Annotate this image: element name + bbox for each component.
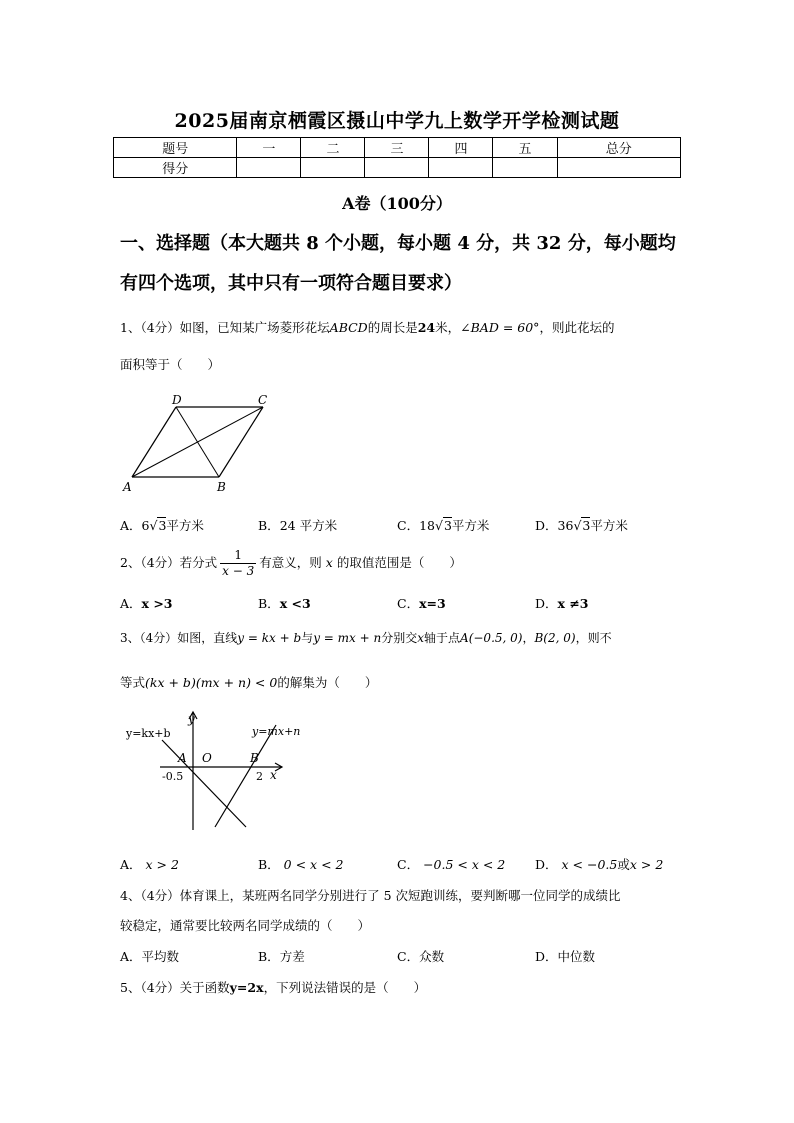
point-label-a: A bbox=[178, 751, 187, 765]
question-1-line1 bbox=[120, 318, 614, 336]
vertex-label-c: C bbox=[258, 393, 268, 407]
math-expression: y = kx + b bbox=[237, 631, 302, 645]
point-label-b: B bbox=[250, 751, 259, 765]
score-table-header-row bbox=[114, 138, 681, 158]
option-label: A． bbox=[120, 857, 142, 872]
question-text: 的解集为（ ） bbox=[277, 675, 378, 690]
option-text: x <3 bbox=[279, 596, 311, 611]
question-number: 4、 bbox=[120, 888, 141, 903]
question-score: （4分） bbox=[139, 631, 178, 645]
option-label: C． bbox=[397, 857, 420, 872]
question-number: 3、 bbox=[120, 631, 140, 645]
option-label: D． bbox=[535, 518, 558, 533]
option-label: B． bbox=[258, 949, 280, 964]
option-root: 3 bbox=[158, 518, 167, 533]
rhombus-figure bbox=[118, 390, 278, 498]
option-text: x > 2 bbox=[145, 857, 179, 872]
option-label: D． bbox=[535, 949, 558, 964]
score-table-cell: 总分 bbox=[557, 138, 681, 158]
question-text: 有意义，则 bbox=[259, 555, 322, 570]
vertex-label-b: B bbox=[217, 480, 226, 494]
option-label: D． bbox=[535, 857, 558, 872]
option-text: 或 bbox=[617, 857, 630, 872]
math-expression: A(−0.5, 0) bbox=[460, 631, 523, 645]
rhombus-diagonal bbox=[176, 407, 219, 477]
option-b[interactable] bbox=[258, 855, 343, 873]
tick-label-neg: -0.5 bbox=[162, 770, 184, 783]
option-label: B． bbox=[258, 857, 280, 872]
math-expression: ∠BAD = 60° bbox=[460, 320, 540, 335]
question-5-line1 bbox=[120, 978, 426, 996]
score-input-cell bbox=[365, 158, 429, 178]
score-input-cell bbox=[237, 158, 301, 178]
rhombus-edge bbox=[219, 407, 263, 477]
option-text: 方差 bbox=[279, 949, 305, 964]
score-input-cell bbox=[493, 158, 557, 178]
option-root: 3 bbox=[582, 518, 591, 533]
math-var: x bbox=[417, 631, 425, 645]
score-input-cell bbox=[429, 158, 493, 178]
score-table-cell: 二 bbox=[301, 138, 365, 158]
option-text: 平均数 bbox=[141, 949, 180, 964]
option-a[interactable] bbox=[120, 855, 179, 873]
fraction bbox=[220, 548, 256, 579]
question-text: 的取值范围是（ ） bbox=[336, 555, 462, 570]
question-text: ，则此花坛的 bbox=[539, 320, 615, 335]
math-expression: (kx + b)(mx + n) < 0 bbox=[145, 675, 278, 690]
option-a[interactable]: A．6√3平方米 bbox=[120, 518, 204, 533]
question-text: 的周长是 bbox=[367, 320, 418, 335]
option-label: C． bbox=[397, 596, 420, 611]
question-text: 等式 bbox=[120, 675, 146, 690]
question-score: （4分） bbox=[140, 555, 180, 570]
tick-label-two: 2 bbox=[256, 770, 263, 783]
score-table-score-row bbox=[114, 158, 681, 178]
option-c[interactable]: C．18√3平方米 bbox=[397, 518, 490, 533]
option-text: x ≠3 bbox=[557, 596, 589, 611]
question-3-line2 bbox=[120, 673, 377, 691]
question-score: （4分） bbox=[140, 980, 180, 995]
question-4-line1 bbox=[120, 886, 621, 904]
exam-title: 2025届南京栖霞区摄山中学九上数学开学检测试题 bbox=[174, 110, 620, 132]
question-text: 体育课上，某班两名同学分别进行了 5 次短跑训练，要判断哪一位同学的成绩比 bbox=[179, 888, 621, 903]
line-label-kx-b: y=kx+b bbox=[126, 727, 171, 740]
score-table-cell: 四 bbox=[429, 138, 493, 158]
math-var: x bbox=[325, 555, 333, 570]
question-1-line2: 面积等于（ ） bbox=[120, 357, 221, 372]
option-label: C． bbox=[397, 949, 420, 964]
option-c[interactable] bbox=[397, 947, 444, 965]
math-var: ABCD bbox=[329, 320, 368, 335]
option-b[interactable] bbox=[258, 594, 311, 612]
question-1-options bbox=[120, 516, 680, 536]
option-text: x >3 bbox=[141, 596, 173, 611]
option-d[interactable] bbox=[535, 947, 595, 965]
option-coef: 36 bbox=[557, 518, 574, 533]
option-b[interactable] bbox=[258, 947, 305, 965]
question-text: ， bbox=[522, 631, 535, 645]
score-table-cell: 一 bbox=[237, 138, 301, 158]
option-text: 中位数 bbox=[557, 949, 596, 964]
option-text: 24 平方米 bbox=[279, 518, 338, 533]
option-label: A． bbox=[120, 949, 142, 964]
option-text: 0 < x < 2 bbox=[283, 857, 344, 872]
option-label: B． bbox=[258, 518, 280, 533]
x-axis-label: x bbox=[270, 768, 277, 782]
option-text: −0.5 < x < 2 bbox=[423, 857, 506, 872]
option-unit: 平方米 bbox=[166, 518, 204, 533]
option-b[interactable] bbox=[258, 516, 337, 534]
option-text: x < −0.5 bbox=[561, 857, 618, 872]
question-score: （4分） bbox=[140, 320, 180, 335]
question-text: 如图，直线 bbox=[177, 631, 238, 645]
math-expression: B(2, 0) bbox=[534, 631, 576, 645]
option-d[interactable] bbox=[535, 855, 663, 873]
question-3-line1 bbox=[120, 629, 612, 646]
score-table-cell: 得分 bbox=[114, 158, 237, 178]
score-table bbox=[113, 137, 681, 178]
option-label: D． bbox=[535, 596, 558, 611]
option-c[interactable] bbox=[397, 594, 446, 612]
y-axis-label: y bbox=[188, 712, 195, 726]
vertex-label-d: D bbox=[172, 393, 182, 407]
option-label: A． bbox=[120, 518, 142, 533]
math-expression: y=2x bbox=[229, 980, 264, 995]
question-number: 2、 bbox=[120, 555, 141, 570]
score-table-cell: 五 bbox=[493, 138, 557, 158]
line-label-mx-n: y=mx+n bbox=[252, 725, 301, 738]
part-heading-line1: 一、选择题（本大题共 8 个小题，每小题 4 分，共 32 分，每小题均 bbox=[120, 233, 676, 254]
question-text: 如图，已知某广场菱形花坛 bbox=[179, 320, 330, 335]
question-score: （4分） bbox=[140, 888, 180, 903]
question-text: 分别交 bbox=[381, 631, 418, 645]
question-3-options bbox=[120, 855, 680, 875]
question-text: 与 bbox=[301, 631, 314, 645]
option-root: 3 bbox=[443, 518, 452, 533]
math-expression: y = mx + n bbox=[313, 631, 382, 645]
rhombus-edge bbox=[132, 407, 176, 477]
option-coef: 18 bbox=[419, 518, 435, 533]
linear-graph-figure bbox=[120, 705, 320, 835]
question-number: 1、 bbox=[120, 320, 141, 335]
option-c[interactable] bbox=[397, 855, 505, 873]
line-mx-n bbox=[215, 725, 276, 827]
option-a[interactable] bbox=[120, 594, 173, 612]
option-coef: 6 bbox=[141, 518, 150, 533]
question-2-line1 bbox=[120, 548, 462, 579]
score-input-cell bbox=[301, 158, 365, 178]
question-text: 关于函数 bbox=[179, 980, 230, 995]
section-heading: A卷（100分） bbox=[342, 194, 452, 213]
option-text: x > 2 bbox=[629, 857, 664, 872]
question-text: ，下列说法错误的是（ ） bbox=[263, 980, 427, 995]
vertex-label-a: A bbox=[123, 480, 132, 494]
option-label: A． bbox=[120, 596, 142, 611]
question-text: 若分式 bbox=[179, 555, 218, 570]
option-label: B． bbox=[258, 596, 280, 611]
question-number: 5、 bbox=[120, 980, 141, 995]
question-4-options bbox=[120, 947, 680, 967]
score-table-cell: 题号 bbox=[114, 138, 237, 158]
question-text: ，则不 bbox=[575, 631, 612, 645]
score-table-cell: 三 bbox=[365, 138, 429, 158]
fraction-denominator: x − 3 bbox=[222, 564, 255, 578]
option-unit: 平方米 bbox=[451, 518, 490, 533]
option-unit: 平方米 bbox=[590, 518, 628, 533]
option-d[interactable]: D．36√3平方米 bbox=[535, 518, 628, 533]
option-d[interactable] bbox=[535, 594, 589, 612]
score-input-cell bbox=[557, 158, 681, 178]
option-text: 众数 bbox=[419, 949, 445, 964]
question-text: 米， bbox=[435, 320, 461, 335]
fraction-numerator: 1 bbox=[220, 548, 256, 564]
option-label: C． bbox=[397, 518, 420, 533]
part-heading-line2: 有四个选项，其中只有一项符合题目要求） bbox=[120, 273, 462, 294]
origin-label: O bbox=[202, 751, 212, 765]
math-number: 24 bbox=[417, 320, 436, 335]
question-2-options bbox=[120, 594, 680, 614]
option-text: x=3 bbox=[419, 596, 446, 611]
question-4-line2: 较稳定，通常要比较两名同学成绩的（ ） bbox=[120, 918, 371, 933]
question-text: 轴于点 bbox=[424, 631, 461, 645]
option-a[interactable] bbox=[120, 947, 179, 965]
